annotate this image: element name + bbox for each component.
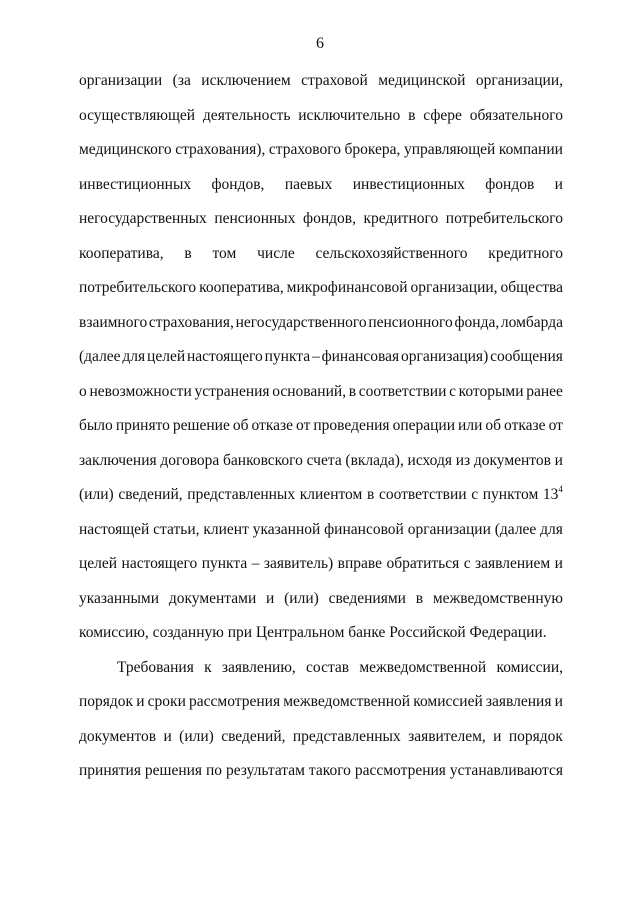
text-word: оснований,	[272, 382, 347, 400]
text-word: от	[296, 417, 311, 434]
text-word: организация)	[401, 348, 489, 365]
text-word: порядок	[508, 727, 563, 745]
text-word: страхования,	[148, 313, 234, 331]
text-word: том	[212, 244, 237, 262]
text-word: (или)	[284, 589, 319, 607]
page-number: 6	[316, 35, 324, 52]
text-word: страхового	[268, 141, 341, 158]
text-word: организации	[407, 520, 491, 538]
text-line	[79, 174, 563, 196]
text-word: Требования	[117, 658, 194, 676]
text-word: ломбарда	[500, 313, 563, 331]
text-word: принятия	[79, 762, 141, 779]
text-line	[79, 450, 563, 472]
text-line	[79, 588, 563, 610]
text-word: финансовая	[321, 348, 400, 365]
text-word: (за	[172, 72, 191, 89]
text-word: которыми	[458, 382, 524, 400]
text-word: комиссией	[413, 693, 483, 710]
text-word: потребительского	[445, 210, 563, 227]
text-word: страхования),	[175, 141, 266, 158]
text-word: и	[554, 175, 563, 193]
text-word: кредитного	[363, 210, 439, 227]
text-word: целей	[79, 555, 118, 572]
text-word: устанавливаются	[449, 762, 563, 779]
text-word: состав	[306, 658, 350, 676]
text-line	[79, 277, 563, 299]
text-word: настоящей	[79, 520, 150, 538]
text-word: заявления	[485, 693, 552, 710]
text-word: проведения	[313, 417, 390, 434]
text-word: в	[366, 486, 375, 503]
text-word: числе	[257, 244, 295, 262]
text-word: исключением	[201, 72, 291, 89]
text-word: заявлению,	[221, 658, 296, 676]
text-word: рассмотрения	[189, 693, 281, 710]
text-word: документами	[168, 589, 257, 607]
text-word: соответствии	[358, 382, 447, 400]
text-word: деятельность	[202, 106, 291, 124]
text-word: об	[232, 417, 249, 434]
text-word: $13^4$	[542, 484, 563, 503]
text-word: общества	[500, 279, 563, 296]
text-word: (или)	[79, 486, 114, 503]
text-word: и	[266, 589, 275, 607]
text-word: указанной	[252, 520, 321, 538]
text-word: сведений,	[118, 486, 183, 503]
superscript: 4	[558, 484, 563, 494]
text-word: инвестиционных	[79, 175, 192, 193]
text-word: управляющей	[403, 141, 496, 158]
text-word: компании	[498, 141, 563, 158]
text-word: и	[163, 727, 172, 745]
text-word: медицинской	[378, 72, 466, 89]
text-word: кооператива,	[79, 244, 164, 262]
text-word: банковского	[223, 451, 303, 469]
text-word: целей	[147, 348, 186, 365]
text-word: кооператива,	[199, 279, 284, 296]
text-word: и	[493, 727, 502, 745]
text-word: брокера,	[344, 141, 401, 158]
text-word: (или)	[179, 727, 214, 745]
text-word: взаимного	[79, 313, 148, 331]
text-word: договора	[160, 451, 220, 469]
text-word: заключения	[79, 451, 157, 469]
text-word: представленных	[187, 486, 296, 503]
text-word: сроки	[147, 693, 186, 710]
text-line	[79, 691, 563, 713]
text-word: фондов,	[211, 175, 265, 193]
text-word: фонда,	[454, 313, 500, 331]
text-word: обязательного	[469, 106, 563, 124]
text-word: было	[79, 417, 113, 434]
text-word: соответствии	[378, 486, 467, 503]
text-word: негосударственных	[79, 210, 207, 227]
text-word: межведомственную	[432, 589, 563, 607]
text-word: медицинского	[79, 141, 172, 158]
text-word: клиентом	[299, 486, 363, 503]
text-word: осуществляющей	[79, 106, 196, 124]
text-word: отказе	[251, 417, 294, 434]
text-word: в	[348, 382, 357, 400]
text-word: решение	[172, 417, 230, 434]
text-word: заявитель)	[263, 555, 334, 572]
text-line	[79, 70, 563, 92]
text-word: сфере	[423, 106, 462, 124]
text-word: невозможности	[89, 382, 192, 400]
text-word: потребительского	[79, 279, 197, 296]
text-word: ранее	[526, 382, 563, 400]
text-word: фондов,	[303, 210, 356, 227]
text-word: и	[554, 451, 563, 469]
text-word: исключительно	[298, 106, 401, 124]
text-line	[79, 519, 563, 541]
text-line	[79, 484, 563, 506]
text-line	[79, 346, 563, 368]
text-word: представленных	[292, 727, 401, 745]
text-word: порядок	[79, 693, 134, 710]
text-word: –	[311, 348, 320, 365]
text-word: настоящего	[121, 555, 198, 572]
text-word: пункта	[264, 348, 311, 365]
text-word: микрофинансовой	[286, 279, 408, 296]
text-word: и	[554, 555, 563, 572]
text-word: документов	[79, 727, 157, 745]
text-word: межведомственной	[359, 658, 487, 676]
text-word: из	[455, 451, 471, 469]
text-word: для	[122, 348, 146, 365]
text-line	[79, 105, 563, 127]
text-word: финансовой	[324, 520, 404, 538]
text-word: сведениями	[328, 589, 406, 607]
text-word: результатам	[225, 762, 305, 779]
text-word: пенсионного	[368, 313, 453, 331]
text-word: сведений,	[221, 727, 286, 745]
text-word: инвестиционных	[352, 175, 465, 193]
text-word: с	[449, 382, 456, 400]
text-word: в	[184, 244, 192, 262]
text-word: для	[540, 520, 563, 538]
text-word: отказе	[504, 417, 546, 434]
text-line	[79, 726, 563, 748]
text-word: страховой	[301, 72, 368, 89]
text-word: по	[205, 762, 223, 779]
text-line	[79, 312, 563, 334]
text-word: настоящего	[187, 348, 263, 365]
text-word: (вклада),	[345, 451, 404, 469]
text-word: указанными	[79, 589, 160, 607]
text-word: документов	[473, 451, 551, 469]
text-word: или	[458, 417, 483, 434]
text-line	[79, 139, 563, 161]
text-word: заявителем,	[408, 727, 486, 745]
text-word: (далее	[494, 520, 537, 538]
text-word: к	[204, 658, 212, 676]
text-word: и	[554, 693, 563, 710]
text-word: с	[463, 555, 471, 572]
text-word: решения	[144, 762, 203, 779]
text-word: рассмотрения	[354, 762, 446, 779]
text-word: сельскохозяйственного	[315, 244, 468, 262]
text-word: устранения	[194, 382, 270, 400]
text-word: пункта	[201, 555, 248, 572]
text-word: принято	[115, 417, 170, 434]
text-word: в	[408, 106, 416, 124]
text-word: клиент	[203, 520, 249, 538]
text-word: об	[485, 417, 502, 434]
text-word: негосударственного	[235, 313, 367, 331]
text-word: обратиться	[386, 555, 460, 572]
text-word: пенсионных	[214, 210, 296, 227]
text-line	[79, 760, 563, 782]
text-word: кредитного	[488, 244, 563, 262]
text-line	[117, 657, 563, 679]
text-word: организации,	[475, 72, 563, 89]
text-word: в	[415, 589, 424, 607]
text-word: о	[79, 382, 87, 400]
text-line	[79, 208, 563, 230]
text-word: организации,	[410, 279, 498, 296]
text-word: от	[548, 417, 563, 434]
text-line	[79, 553, 563, 575]
text-word: заявлением	[475, 555, 551, 572]
text-word: организации	[79, 72, 163, 89]
text-line: комиссию, созданную при Центральном банке Российской Федерации.	[79, 624, 547, 641]
text-line	[79, 381, 563, 403]
text-word: паевых	[284, 175, 333, 193]
text-word: исходя	[407, 451, 452, 469]
text-word: статьи,	[153, 520, 200, 538]
text-line	[79, 415, 563, 437]
text-word: и	[136, 693, 145, 710]
text-word: –	[251, 555, 260, 572]
text-word: комиссии,	[496, 658, 563, 676]
text-word: (далее	[79, 348, 121, 365]
text-word: сообщения	[490, 348, 563, 365]
text-word: фондов	[485, 175, 535, 193]
text-word: вправе	[337, 555, 383, 572]
text-word: счета	[306, 451, 342, 469]
text-word: пунктом	[482, 486, 539, 503]
text-word: с	[471, 486, 479, 503]
text-word: операции	[392, 417, 456, 434]
text-line	[79, 243, 563, 265]
text-word: межведомственной	[283, 693, 411, 710]
text-word: такого	[308, 762, 351, 779]
